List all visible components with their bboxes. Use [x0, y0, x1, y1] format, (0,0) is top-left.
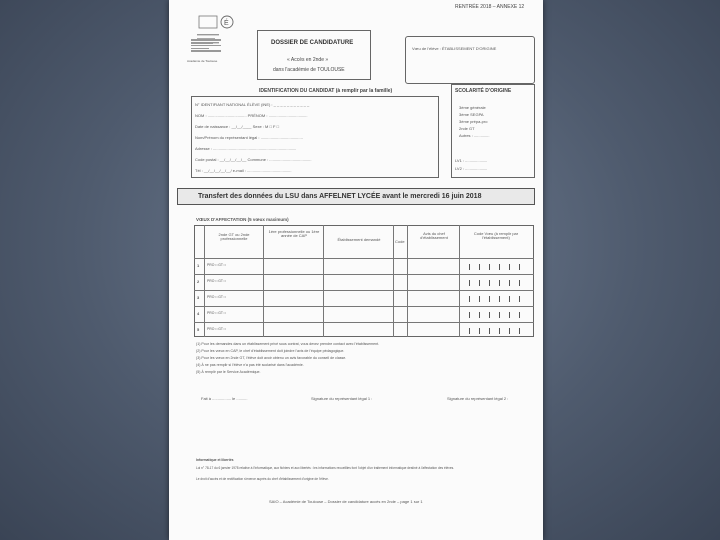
- signature-parent1: Signature du représentant légal 1 :: [311, 396, 373, 401]
- field-representative: Nom/Prénom du représentant légal : ......................................: [195, 135, 303, 140]
- row-number: 5: [197, 327, 200, 332]
- subtitle-line2: dans l'académie de TOULOUSE: [273, 67, 345, 73]
- document-page: [169, 0, 543, 540]
- code-voeu-grid: [459, 258, 534, 337]
- lv-line: LV1 : ....................: [455, 158, 488, 163]
- scolarite-item: 3ème prépa-pro: [459, 119, 488, 124]
- footer-line: SAIO – Académie de Toulouse – Dossier de candidature accès en 2nde – page 1 sur 1: [269, 499, 423, 504]
- voeu-box: [405, 36, 535, 84]
- field-postal: Code postal : __/__/__/__/__ Commune : ......................................: [195, 157, 312, 162]
- field-name: NOM : ................................... PRÉNOM : ...................................: [195, 113, 308, 118]
- footer-text: Loi n° 78-17 du 6 janvier 1978 relative à l'informatique, aux fichiers et aux libertés : les informations recueillies font l'objet d'un traitement informatique destiné à l'affectation des élèves.: [196, 466, 455, 470]
- row-number: 4: [197, 311, 200, 316]
- signature-parent2: Signature du représentant légal 2 :: [447, 396, 509, 401]
- col-header-codevoeu: Code Vœu (à remplir par l'établissement): [473, 231, 519, 240]
- col-header-pro: 1ère professionnelle ou 1ère année de CAP: [268, 229, 320, 238]
- field-ine: N° IDENTIFIANT NATIONAL ÉLÈVE (INE) : _ _ _ _ _ _ _ _ _ _ _: [195, 102, 310, 107]
- row-choice[interactable]: PRO □ GT □: [207, 295, 226, 299]
- note: (3) Pour les vœux en 2nde GT, l'élève doit avoir obtenu un avis favorable du conseil de classe.: [196, 356, 347, 360]
- subtitle-line1: « Accès en 2nde »: [287, 57, 329, 63]
- row-number: 1: [197, 263, 200, 268]
- field-phone: Tél : __/__/__/__/__/ e-mail : ........................................: [195, 168, 292, 173]
- field-birth: Date de naissance : __/__/____ Sexe : M □ F □: [195, 124, 279, 129]
- left-block: [191, 38, 221, 53]
- field-address: Adresse : ...........................................................................: [195, 146, 297, 151]
- scolarite-item: 3ème SEGPA: [459, 112, 484, 117]
- col-header-code: Code: [395, 239, 405, 244]
- col-header-etab: Établissement demandé: [337, 237, 381, 242]
- scolarite-box: [451, 84, 535, 178]
- left-block-caption: Académie de Toulouse: [187, 59, 218, 63]
- dossier-title: DOSSIER DE CANDIDATURE: [271, 40, 354, 46]
- scolarite-item: Autres : ..............: [459, 133, 490, 138]
- note: (5) À remplir par le Service Académique.: [196, 370, 261, 374]
- transfer-banner: Transfert des données du LSU dans AFFELNET LYCÉE avant le mercredi 16 juin 2018: [177, 188, 535, 205]
- signature-date: Fait à ................. le ..........: [201, 396, 248, 401]
- row-number: 3: [197, 295, 200, 300]
- annex-tag: RENTRÉE 2018 – ANNEXE 12: [455, 4, 525, 10]
- lv-line: LV2 : ....................: [455, 166, 488, 171]
- note: (2) Pour les vœux en CAP, le chef d'établissement doit joindre l'avis de l'équipe pédagogique.: [196, 349, 345, 353]
- scolarite-item: 3ème générale: [459, 105, 486, 110]
- col-header-gt: 2nde GT ou 2nde professionnelle: [218, 232, 250, 241]
- voeux-title: VŒUX D'AFFECTATION (5 vœux maximum): [196, 217, 289, 222]
- footer-text: Le droit d'accès et de rectification s'exerce auprès du chef d'établissement d'origine de l'élève.: [196, 477, 329, 481]
- scolarite-title: SCOLARITÉ D'ORIGINE: [455, 88, 512, 94]
- row-choice[interactable]: PRO □ GT □: [207, 327, 226, 331]
- note: (4) À ne pas remplir si l'élève n'a pas été scolarisé dans l'académie.: [196, 363, 304, 367]
- voeu-box-label: Vœu de l'élève : ÉTABLISSEMENT D'ORIGINE: [412, 46, 497, 51]
- svg-text:É: É: [224, 20, 229, 27]
- row-choice[interactable]: PRO □ GT □: [207, 279, 226, 283]
- footer-heading: Informatique et libertés: [196, 458, 234, 462]
- scolarite-item: 2nde GT: [459, 126, 475, 131]
- identification-title: IDENTIFICATION DU CANDIDAT (à remplir par la famille): [259, 88, 393, 94]
- row-number: 2: [197, 279, 200, 284]
- row-choice[interactable]: PRO □ GT □: [207, 311, 226, 315]
- note: (1) Pour les demandes dans un établissement privé sous contrat, vous devez prendre contact avec l'établissement.: [196, 342, 380, 346]
- col-header-avis: Avis du chef d'établissement: [420, 231, 448, 240]
- row-choice[interactable]: PRO □ GT □: [207, 263, 226, 267]
